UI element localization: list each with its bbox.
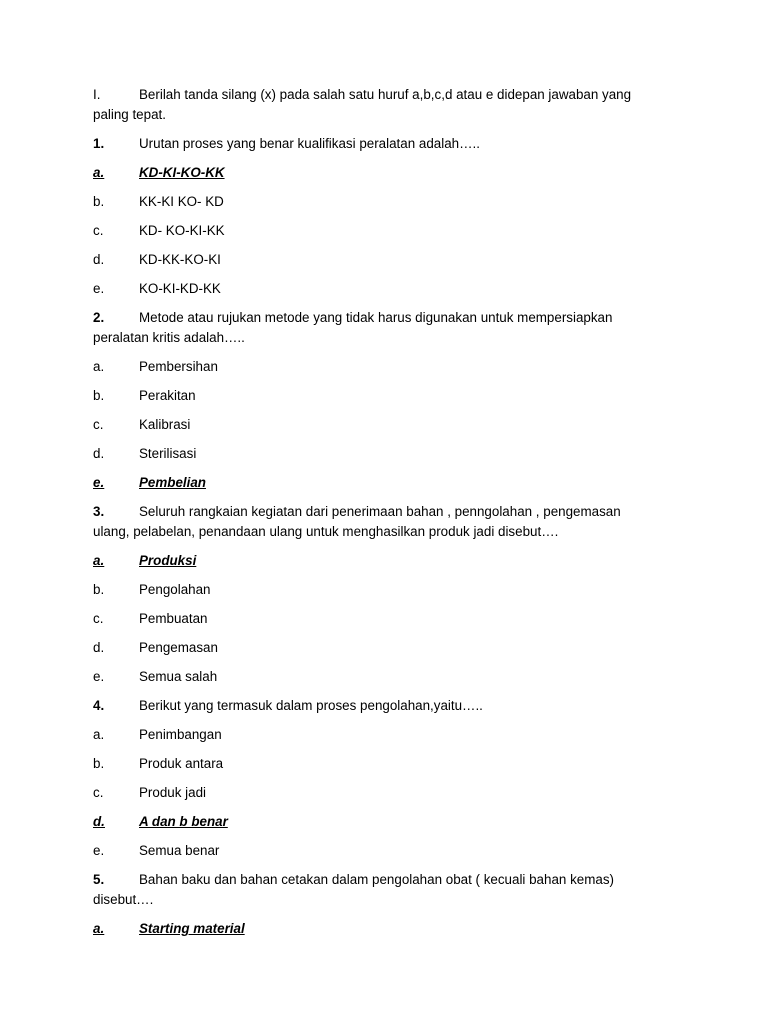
question-text: Seluruh rangkaian kegiatan dari penerimaan bahan , penngolahan , pengemasan xyxy=(139,504,621,519)
option-letter: a. xyxy=(93,727,105,742)
question-text-continued: peralatan kritis adalah….. xyxy=(93,330,245,345)
option-text: Kalibrasi xyxy=(139,417,191,432)
option-text: Pembelian xyxy=(139,475,206,490)
option-text: Pembersihan xyxy=(139,359,218,374)
option-letter: a. xyxy=(93,921,105,936)
option-text: KD- KO-KI-KK xyxy=(139,223,225,238)
option-text: Produk antara xyxy=(139,756,224,771)
document-content xyxy=(93,85,673,948)
option-row xyxy=(93,357,673,377)
option-letter: d. xyxy=(93,814,105,829)
option-letter: c. xyxy=(93,611,104,626)
option-row xyxy=(93,192,673,212)
option-row xyxy=(93,919,673,939)
question-text: Bahan baku dan bahan cetakan dalam pengolahan obat ( kecuali bahan kemas) xyxy=(139,872,614,887)
option-letter: a. xyxy=(93,553,105,568)
question-text-continued: ulang, pelabelan, penandaan ulang untuk menghasilkan produk jadi disebut…. xyxy=(93,524,559,539)
option-row xyxy=(93,667,673,687)
option-row xyxy=(93,725,673,745)
question-text: Berikut yang termasuk dalam proses pengolahan,yaitu….. xyxy=(139,698,483,713)
question-3 xyxy=(93,502,673,542)
option-row xyxy=(93,415,673,435)
option-row xyxy=(93,551,673,571)
option-text: A dan b benar xyxy=(139,814,228,829)
option-text: KK-KI KO- KD xyxy=(139,194,224,209)
option-letter: d. xyxy=(93,252,105,267)
option-letter: e. xyxy=(93,281,105,296)
option-letter: b. xyxy=(93,756,105,771)
option-row xyxy=(93,250,673,270)
option-row xyxy=(93,163,673,183)
option-row xyxy=(93,580,673,600)
option-text: Produk jadi xyxy=(139,785,206,800)
option-text: Pengemasan xyxy=(139,640,218,655)
question-5 xyxy=(93,870,673,910)
option-text: Perakitan xyxy=(139,388,196,403)
option-text: Sterilisasi xyxy=(139,446,197,461)
question-1 xyxy=(93,134,673,154)
option-row xyxy=(93,279,673,299)
option-letter: c. xyxy=(93,417,104,432)
option-row xyxy=(93,221,673,241)
question-text: Urutan proses yang benar kualifikasi peralatan adalah….. xyxy=(139,136,480,151)
option-row xyxy=(93,609,673,629)
question-number: 4. xyxy=(93,698,105,713)
question-4 xyxy=(93,696,673,716)
option-row xyxy=(93,473,673,493)
option-row xyxy=(93,638,673,658)
option-letter: b. xyxy=(93,388,105,403)
question-number: 5. xyxy=(93,872,105,887)
option-letter: b. xyxy=(93,194,105,209)
question-number: 3. xyxy=(93,504,105,519)
option-letter: a. xyxy=(93,359,105,374)
option-row xyxy=(93,783,673,803)
option-letter: c. xyxy=(93,223,104,238)
option-row xyxy=(93,754,673,774)
option-text: Penimbangan xyxy=(139,727,222,742)
question-number: 1. xyxy=(93,136,105,151)
option-letter: d. xyxy=(93,446,105,461)
option-letter: d. xyxy=(93,640,105,655)
option-text: Starting material xyxy=(139,921,245,936)
option-letter: e. xyxy=(93,669,105,684)
instruction-text-line2: paling tepat. xyxy=(93,107,166,122)
option-row xyxy=(93,444,673,464)
instruction xyxy=(93,85,673,125)
question-text-continued: disebut…. xyxy=(93,892,154,907)
option-text: Semua salah xyxy=(139,669,218,684)
option-letter: c. xyxy=(93,785,104,800)
option-row xyxy=(93,386,673,406)
option-text: Pengolahan xyxy=(139,582,211,597)
option-row xyxy=(93,841,673,861)
option-text: KD-KK-KO-KI xyxy=(139,252,221,267)
instruction-text-line1: Berilah tanda silang (x) pada salah satu huruf a,b,c,d atau e didepan jawaban yang xyxy=(139,87,632,102)
option-letter: e. xyxy=(93,475,105,490)
option-text: Produksi xyxy=(139,553,197,568)
option-text: Semua benar xyxy=(139,843,220,858)
option-row xyxy=(93,812,673,832)
question-2 xyxy=(93,308,673,348)
option-text: KO-KI-KD-KK xyxy=(139,281,221,296)
question-text: Metode atau rujukan metode yang tidak harus digunakan untuk mempersiapkan xyxy=(139,310,613,325)
option-letter: a. xyxy=(93,165,105,180)
option-text: KD-KI-KO-KK xyxy=(139,165,225,180)
option-letter: e. xyxy=(93,843,105,858)
option-letter: b. xyxy=(93,582,105,597)
instruction-marker: I. xyxy=(93,87,101,102)
option-text: Pembuatan xyxy=(139,611,208,626)
question-number: 2. xyxy=(93,310,105,325)
